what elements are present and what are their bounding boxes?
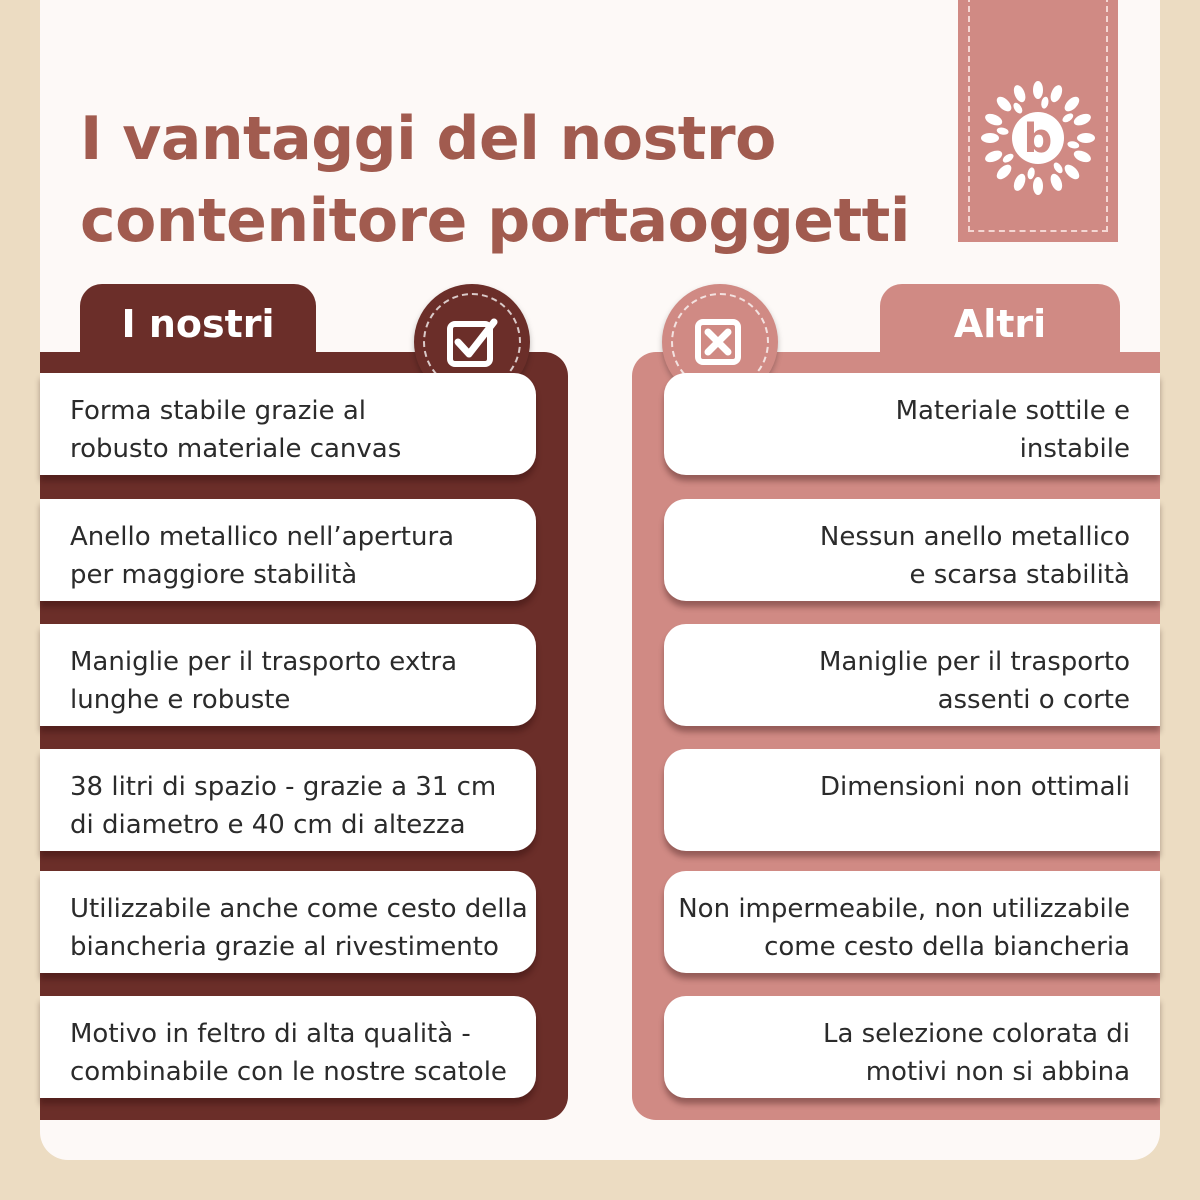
feature-line: instabile <box>1019 434 1130 464</box>
feature-line: Nessun anello metallico <box>819 522 1130 552</box>
feature-line: combinabile con le nostre scatole <box>70 1057 507 1087</box>
brand-ribbon <box>958 0 1118 242</box>
feature-line: di diametro e 40 cm di altezza <box>70 810 466 840</box>
our-feature-card <box>40 373 536 475</box>
feature-line: e scarsa stabilità <box>909 560 1130 590</box>
our-feature-card <box>40 996 536 1098</box>
feature-line: assenti o corte <box>937 685 1130 715</box>
feature-line: robusto materiale canvas <box>70 434 402 464</box>
others-feature-card <box>664 871 1160 973</box>
feature-line: Non impermeabile, non utilizzabile <box>678 894 1130 924</box>
feature-line: per maggiore stabilità <box>70 560 358 590</box>
our-feature-card <box>40 499 536 601</box>
feature-line: Maniglie per il trasporto <box>818 647 1130 677</box>
title-line-2: contenitore portaoggetti <box>80 186 910 256</box>
feature-line: Forma stabile grazie al <box>70 396 366 426</box>
feature-line: Maniglie per il trasporto extra <box>70 647 458 677</box>
page-title <box>80 98 940 262</box>
our-feature-card <box>40 749 536 851</box>
feature-line: lunghe e robuste <box>70 685 291 715</box>
x-box-icon <box>692 314 748 370</box>
others-feature-card <box>664 624 1160 726</box>
others-feature-card <box>664 499 1160 601</box>
feature-line: Utilizzabile anche come cesto della <box>70 894 528 924</box>
our-feature-card <box>40 624 536 726</box>
title-line-1: I vantaggi del nostro <box>80 104 776 174</box>
svg-text:b: b <box>1023 116 1053 162</box>
feature-line: La selezione colorata di <box>822 1019 1130 1049</box>
brand-logo-icon <box>980 80 1096 196</box>
tab-others: Altri <box>880 284 1120 364</box>
feature-line: Materiale sottile e <box>895 396 1130 426</box>
feature-line: Anello metallico nell’apertura <box>70 522 455 552</box>
feature-line: Motivo in feltro di alta qualità - <box>70 1019 471 1049</box>
others-feature-card <box>664 749 1160 851</box>
feature-line: come cesto della biancheria <box>764 932 1130 962</box>
our-feature-card <box>40 871 536 973</box>
others-feature-card <box>664 996 1160 1098</box>
others-feature-card <box>664 373 1160 475</box>
feature-line: 38 litri di spazio - grazie a 31 cm <box>70 772 497 802</box>
tab-our-product: I nostri <box>80 284 316 364</box>
feature-line: biancheria grazie al rivestimento <box>70 932 499 962</box>
feature-line: motivi non si abbina <box>865 1057 1130 1087</box>
check-box-icon <box>444 314 500 370</box>
feature-line: Dimensioni non ottimali <box>819 772 1130 802</box>
